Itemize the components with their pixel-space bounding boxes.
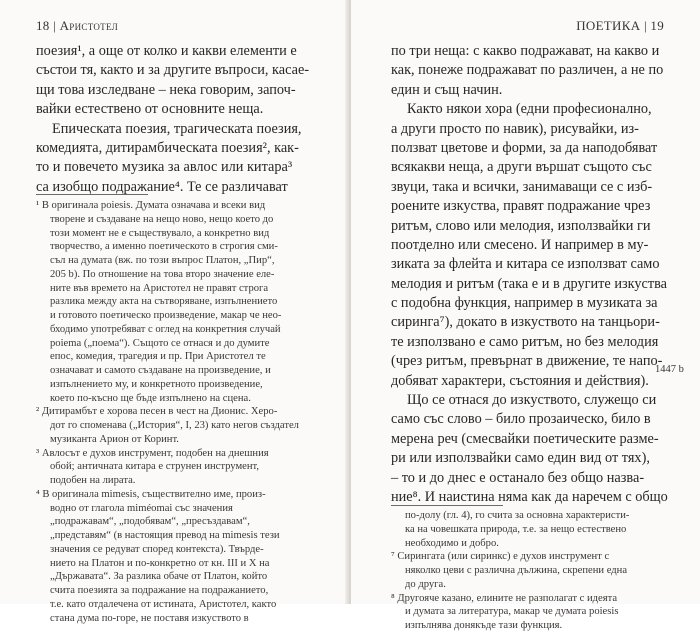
footnote-rule [391, 505, 503, 506]
body-line: то и повечето музика за авлос или китара³ [36, 159, 293, 176]
body-line: как, понеже подражават по различен, а не по [391, 62, 664, 79]
body-line: един и същ начин. [391, 81, 503, 98]
footnote-line: и думата за литература, макар че думата poiesis [405, 606, 619, 618]
left-running-header: 18 | Аристотел [36, 18, 119, 33]
right-body-text [391, 42, 681, 507]
right-running-header: ПОЕТИКА | 19 [576, 18, 664, 33]
body-line: състои тя, както и за другите въпроси, касае- [36, 62, 310, 79]
footnote-line: изпълнението му, и конкретното произведение, [50, 378, 263, 390]
footnote-line: музиканта Арион от Коринт. [50, 433, 179, 445]
body-line: са изобщо подражание⁴. Те се различават [36, 178, 288, 195]
body-line: всякакви неща, а други вършат същото със [391, 159, 652, 176]
footnote-line: което по-късно ще бъде изпълнено на сцена. [50, 392, 251, 404]
body-line: само със слово – било прозаическо, било в [391, 411, 651, 428]
footnote-line: водно от глагола miméomai със значения [50, 502, 233, 514]
footnote-line: значения се редуват според контекста). Твърде- [50, 543, 264, 555]
body-line: по три неща: с какво подражават, на какво и [391, 43, 660, 59]
footnote-line: ка на човешката природа, т.е. за нещо естествено [405, 523, 627, 535]
footnote-line: счита поезията за подражание на подражанието, [50, 585, 269, 596]
body-line: зиката за флейта и китара се използват само [391, 256, 660, 273]
footnote-line: разлика между акта на сътворяване, изпълнението [50, 296, 278, 308]
footnote-line: няколко цеви с различна дължина, скрепени една [405, 565, 628, 576]
body-line: ритъм, слово или мелодия, използвайки ги [391, 217, 651, 234]
footnote-line: 205 b). По отношение на това второ значение еле- [50, 268, 275, 280]
footnote-line: „Държавата“. За разлика обаче от Платон, който [50, 571, 268, 583]
body-line: ри или използвайки само един вид от тях), [391, 450, 650, 467]
footnote-line: poiema („поема“). Същото се отнася и до думите [50, 337, 270, 349]
body-line: роените изкуства, правят подражание чрез [391, 198, 651, 215]
left-body-text [36, 42, 334, 197]
body-line: с подобна функция, например в музиката за [391, 295, 658, 312]
body-line: (чрез ритъм, превърнат в движение, те напо- [391, 353, 663, 370]
body-line: Епическата поезия, трагическата поезия, [52, 120, 302, 137]
footnote-line: бходимо употребяват с оглед на конкретния случай [50, 323, 281, 335]
footnote-line: необходимо и добро. [405, 537, 499, 549]
body-line: сиринга⁷), докато в изкуството на танцьори- [391, 314, 660, 331]
bekker-margin-note: 1447 b [655, 364, 684, 375]
footnote-line: ³ Авлосът е духов инструмент, подобен на днешния [36, 447, 269, 459]
body-line: добяват характери, състояния и действия). [391, 372, 649, 389]
body-line: мерена реч (смесвайки поетическите разме- [391, 430, 659, 447]
footnote-line: по-долу (гл. 4), го счита за основна характеристи- [405, 510, 630, 521]
body-line: комедията, дитирамбическата поезия², как- [36, 139, 299, 156]
footnote-line: епос, комедия, трагедия и пр. При Аристотел те [50, 351, 266, 363]
footnote-line: творене и създаване на нещо ново, нещо което до [50, 213, 274, 225]
body-line: те използвано е само ритъм, но без мелодия [391, 333, 659, 350]
footnote-line: дот го споменава („История“, I, 23) като негов създател [50, 420, 299, 431]
body-line: поотделно или смесено. И например в му- [391, 236, 649, 253]
footnote-line: „подражавам“, „подобявам“, „пресъздавам“, [50, 516, 250, 528]
footnote-line: подобен на лирата. [50, 475, 136, 486]
body-line: вайки естествено от основните неща. [36, 101, 264, 118]
footnote-line: изпълнява донякъде тази функция. [405, 620, 563, 631]
footnote-line: ⁷ Сирингата (или сиринкс) е духов инструмент с [391, 551, 610, 563]
footnote-line: ² Дитирамбът е хорова песен в чест на Дионис. Херо- [36, 406, 278, 418]
footnote-line: творчество, а именно поетическото в строгия сми- [50, 241, 278, 253]
body-line: Що се отнася до изкуството, служещо си [407, 392, 657, 409]
footnote-line: т.е. като отдалечена от истината, Аристотел, както [50, 598, 277, 610]
footnote-line: ните във времето на Аристотел не правят строга [50, 282, 269, 294]
footnote-line: до друга. [405, 578, 446, 590]
body-line: Както някои хора (едни професионално, [407, 101, 652, 118]
footnote-line: стана дума по-горе, не поставя изкуството в [50, 612, 249, 624]
footnote-line: ⁴ В оригинала mimesis, съществително име, произ- [36, 488, 266, 500]
footnote-line: обой; античната китара е струнен инструмент, [50, 461, 259, 473]
left-footnotes [36, 199, 336, 625]
body-line: – то и до днес е останало без общо назва- [391, 469, 645, 486]
body-line: ползват цветове и форми, за да наподобяват [391, 139, 658, 156]
footnote-line: съл на думата (вж. по този въпрос Платон, „Пир“, [50, 255, 275, 266]
footnote-line: нието на Платон и по-конкретно от кн. III и X на [50, 557, 270, 569]
footnote-line: ¹ В оригинала poiesis. Думата означава и всеки вид [36, 200, 266, 211]
footnote-line: означават и самото създаване на произведение, и [50, 365, 271, 376]
body-line: поезия¹, а още от колко и какви елементи е [36, 43, 297, 59]
footnote-line: „представям“ (в настоящия превод на mimesis тези [50, 530, 280, 541]
right-page [351, 0, 700, 631]
body-line: звуци, така и всички, занимаващи се с изб- [391, 178, 653, 195]
body-line: ние⁸. И наистина няма как да наречем с общо [391, 488, 668, 505]
footnote-line: ⁸ Другояче казано, елините не разполагат с идеята [391, 592, 618, 604]
right-footnotes [391, 509, 687, 633]
body-line: а други просто по навик), рисувайки, из- [391, 120, 639, 137]
body-line: щи това изследване – нека говорим, започ- [36, 81, 296, 98]
left-page [0, 0, 349, 624]
body-line: мелодия и ритъм (така е и в другите изкуства [391, 275, 668, 292]
footnote-rule [36, 194, 148, 195]
footnote-line: и готовото поетическо произведение, макар че нео- [50, 310, 282, 321]
footnote-line: този момент не е съществувало, а конкретно вид [50, 227, 270, 239]
